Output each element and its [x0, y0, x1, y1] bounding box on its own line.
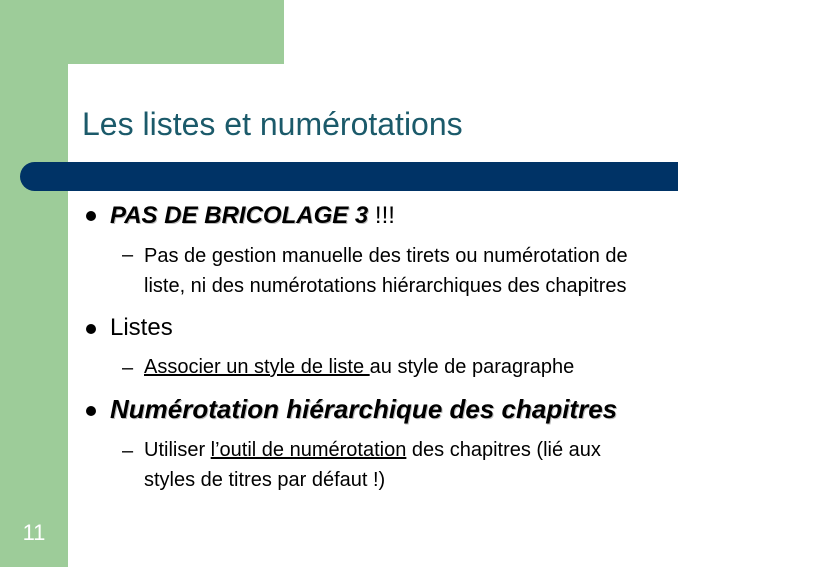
item-2-subtext	[144, 352, 574, 382]
item-1-sub-line-1: Pas de gestion manuelle des tirets ou numérotation de	[144, 245, 628, 267]
item-3-sub-after: des chapitres (lié aux	[406, 439, 601, 461]
dash-icon: –	[122, 357, 134, 379]
dash-icon: –	[122, 440, 134, 462]
item-3-sub-line-2: styles de titres par défaut !)	[144, 469, 386, 491]
item-1-text: PAS DE BRICOLAGE 3	[110, 202, 369, 229]
item-3-heading: Numérotation hiérarchique des chapitres	[110, 394, 618, 424]
item-1-subtext	[144, 241, 628, 301]
bullet-icon	[86, 406, 96, 416]
green-top-band	[68, 0, 284, 64]
item-3-sub-line-1	[144, 435, 601, 465]
bullet-icon	[86, 324, 96, 334]
title-underline-bar	[20, 162, 678, 191]
item-3-sub-underlined: l’outil de numérotation	[210, 439, 407, 461]
green-left-band	[0, 0, 68, 567]
item-1-heading	[110, 202, 395, 230]
item-3-sub-before: Utiliser	[144, 439, 211, 461]
item-3-subtext	[144, 435, 601, 495]
item-2-sub-underlined: Associer un style de liste	[144, 356, 370, 378]
rounded-corner	[68, 64, 108, 104]
bullet-icon	[86, 211, 96, 221]
item-2-sub-rest: au style de paragraphe	[369, 356, 575, 378]
item-1-suffix: !!!	[368, 202, 395, 229]
item-1-sub-line-2: liste, ni des numérotations hiérarchiques des chapitres	[144, 275, 627, 297]
slide-title: Les listes et numérotations	[82, 106, 463, 142]
item-2-heading: Listes	[110, 314, 173, 341]
slide-number: 11	[22, 520, 46, 545]
dash-icon: –	[122, 244, 134, 266]
